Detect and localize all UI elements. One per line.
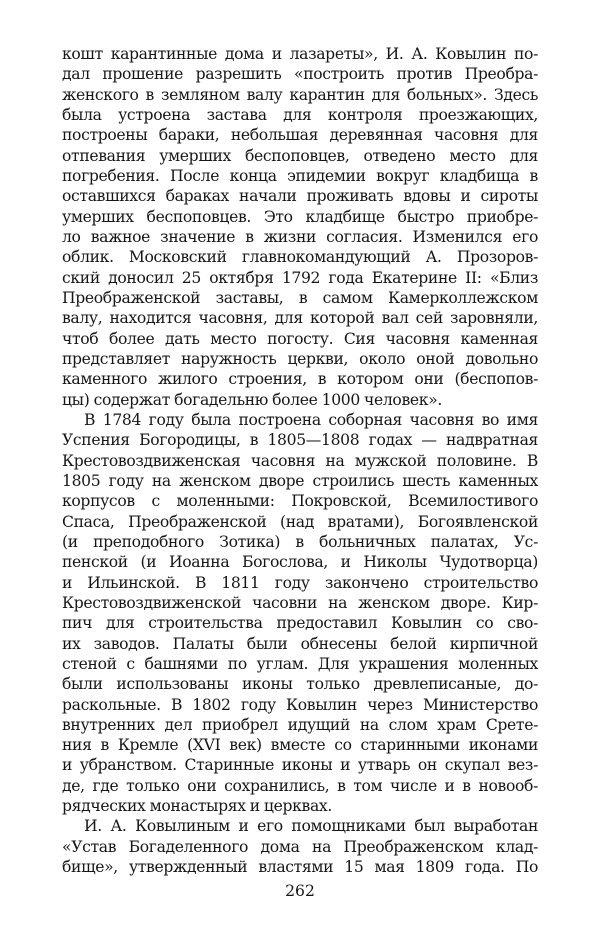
text-line: были использованы иконы только древлеписаные, до-	[62, 675, 538, 694]
text-line: де, где только они сохранились, в том числе и в новооб-	[62, 776, 538, 795]
text-line: умерших беспоповцев. Это кладбище быстро приобре-	[62, 207, 538, 226]
text-line: дал прошение разрешить «построить против Преобра-	[62, 65, 538, 84]
text-line: облик. Московский главнокомандующий А. Прозоров-	[62, 248, 538, 267]
text-line: стеной с башнями по углам. Для украшения моленных	[62, 654, 538, 673]
text-line: погребения. После конца эпидемии вокруг кладбища в	[62, 166, 538, 185]
text-line: бище», утвержденный властями 15 мая 1809 года. По	[62, 858, 538, 877]
text-line: «Устав Богаделенного дома на Преображенском клад-	[62, 837, 538, 856]
text-line: Успения Богородицы, в 1805—1808 годах — надвратная	[62, 431, 538, 450]
text-line: ло важное значение в жизни согласия. Изменился его	[62, 227, 538, 246]
text-line: валу, находится часовня, для которой вал сей заровняли,	[62, 309, 538, 328]
page-body-text	[62, 44, 538, 877]
text-line: Преображенской заставы, в самом Камерколлежском	[62, 288, 538, 307]
text-line: ский доносил 25 октября 1792 года Екатерине II: «Близ	[62, 268, 538, 287]
text-line: Крестовоздвиженской часовни на женском дворе. Кир-	[62, 593, 538, 612]
text-line: построены бараки, небольшая деревянная часовня для	[62, 126, 538, 145]
text-line-paragraph-end: рядческих монастырях и церквах.	[62, 797, 332, 816]
text-line-paragraph-end: цы) содержат богадельню более 1000 человек».	[62, 390, 442, 409]
text-line: внутренних дел приобрел идущий на слом храм Срете-	[62, 715, 538, 734]
text-line: отпевания умерших беспоповцев, отведено место для	[62, 146, 538, 165]
text-line: 1805 году на женском дворе строились шесть каменных	[62, 471, 538, 490]
text-line: (и преподобного Зотика) в больничных палатах, Ус-	[62, 532, 538, 551]
text-line: каменного жилого строения, в котором они (беспопов-	[62, 370, 538, 389]
text-line-paragraph-start: В 1784 году была построена соборная часовня во имя	[84, 410, 538, 429]
page-number: 262	[285, 882, 315, 900]
text-line: женского в земляном валу карантин для больных». Здесь	[62, 85, 538, 104]
text-line: Крестовоздвиженская часовня на мужской половине. В	[62, 451, 538, 470]
text-line: корпусов с моленными: Покровской, Всемилостивого	[62, 492, 538, 511]
text-line: ния в Кремле (XVI век) вместе со старинными иконами	[62, 736, 538, 755]
text-line-paragraph-start: И. А. Ковылиным и его помощниками был выработан	[84, 817, 538, 836]
text-line: представляет наружность церкви, около оной довольно	[62, 349, 538, 368]
text-line: оставшихся бараках начали проживать вдовы и сироты	[62, 187, 538, 206]
text-line: раскольные. В 1802 году Ковылин через Министерство	[62, 695, 538, 714]
text-line: кошт карантинные дома и лазареты», И. А. Ковылин по-	[62, 45, 538, 63]
text-line: и Ильинской. В 1811 году закончено строительство	[62, 573, 538, 592]
text-line: чтоб более дать место погосту. Сия часовня каменная	[62, 329, 538, 348]
text-line: их заводов. Палаты были обнесены белой кирпичной	[62, 634, 538, 653]
text-line: пич для строительства предоставил Ковылин со сво-	[62, 614, 538, 633]
text-line: была устроена застава для контроля проезжающих,	[62, 105, 538, 124]
text-line: и убранством. Старинные иконы и утварь он скупал вез-	[62, 756, 538, 775]
text-line: Спаса, Преображенской (над вратами), Богоявленской	[62, 512, 538, 531]
text-line: пенской (и Иоанна Богослова, и Николы Чудотворца)	[62, 553, 538, 572]
